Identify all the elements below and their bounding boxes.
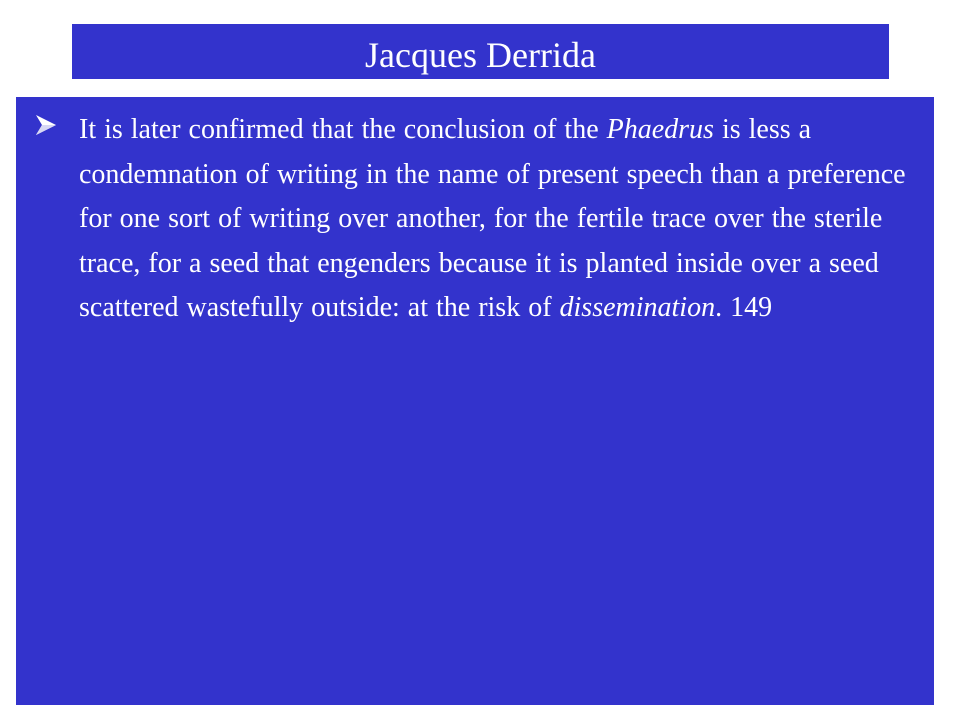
bullet-text <box>79 108 919 331</box>
bullet-text-italic-dissemination: dissemination <box>559 292 716 323</box>
content-panel <box>16 97 934 705</box>
bullet-text-italic-phaedrus: Phaedrus <box>606 114 714 145</box>
bullet-text-part2: is less a condemnation of writing in the name of present speech than a preference for one sort of writing over another, for the fertile trace over the sterile trace, for a seed that engenders because it is planted inside over a seed scattered wastefully outside: at the risk of <box>79 114 906 323</box>
bullet-text-part3: . 149 <box>715 292 773 323</box>
slide-title: Jacques Derrida <box>72 24 889 79</box>
arrow-bullet-icon <box>34 112 60 138</box>
bullet-text-part1: It is later confirmed that the conclusion of the <box>79 114 607 145</box>
bullet-item <box>34 108 914 331</box>
